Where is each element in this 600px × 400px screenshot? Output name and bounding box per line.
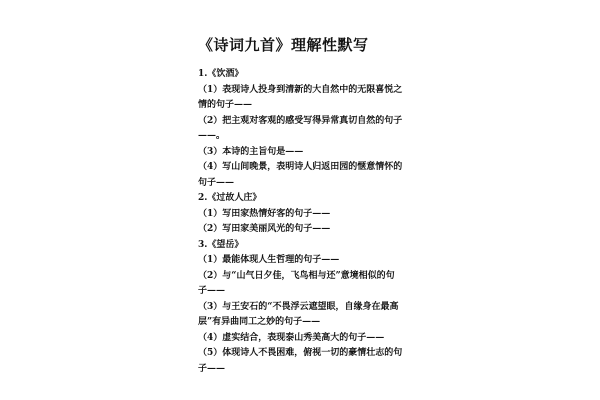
question-line: 句子—— [198, 177, 235, 188]
document-body [198, 67, 413, 377]
question-line: ——。 [198, 131, 226, 141]
question-line: （1）最能体现人生哲理的句子—— [198, 255, 340, 265]
question-line: （5）体现诗人不畏困难，俯视一切的豪情壮志的句 [198, 348, 403, 358]
question-line: （2）与“山气日夕佳，飞鸟相与还”意境相似的句 [198, 270, 395, 281]
section-heading-yinjiu: 1.《饮酒》 [198, 69, 244, 79]
question-line: 子—— [198, 286, 226, 296]
question-line: （4）虚实结合，表现泰山秀美高大的句子—— [198, 332, 385, 343]
question-line: 情的句子—— [198, 100, 253, 110]
section-heading-wangyue: 3.《望岳》 [198, 239, 244, 250]
question-line: （1）写田家热情好客的句子—— [198, 208, 331, 219]
question-line: 子—— [198, 363, 226, 374]
question-line: （2）把主观对客观的感受写得异常真切自然的句子 [198, 115, 403, 126]
document-title: 《诗词九首》理解性默写 [198, 36, 369, 54]
question-line: （4）写山间晚景，表明诗人归返田园的惬意情怀的 [198, 162, 403, 172]
question-line: 层”有异曲同工之妙的句子—— [198, 317, 321, 327]
section-heading-guoguren: 2.《过故人庄》 [198, 193, 262, 203]
question-line: （3）与王安石的“不畏浮云遮望眼，自缘身在最高 [198, 301, 399, 312]
question-line: （3）本诗的主旨句是—— [198, 146, 304, 157]
question-line: （1）表现诗人投身到清新的大自然中的无限喜悦之 [198, 84, 403, 95]
question-line: （2）写田家美丽风光的句子—— [198, 224, 331, 234]
